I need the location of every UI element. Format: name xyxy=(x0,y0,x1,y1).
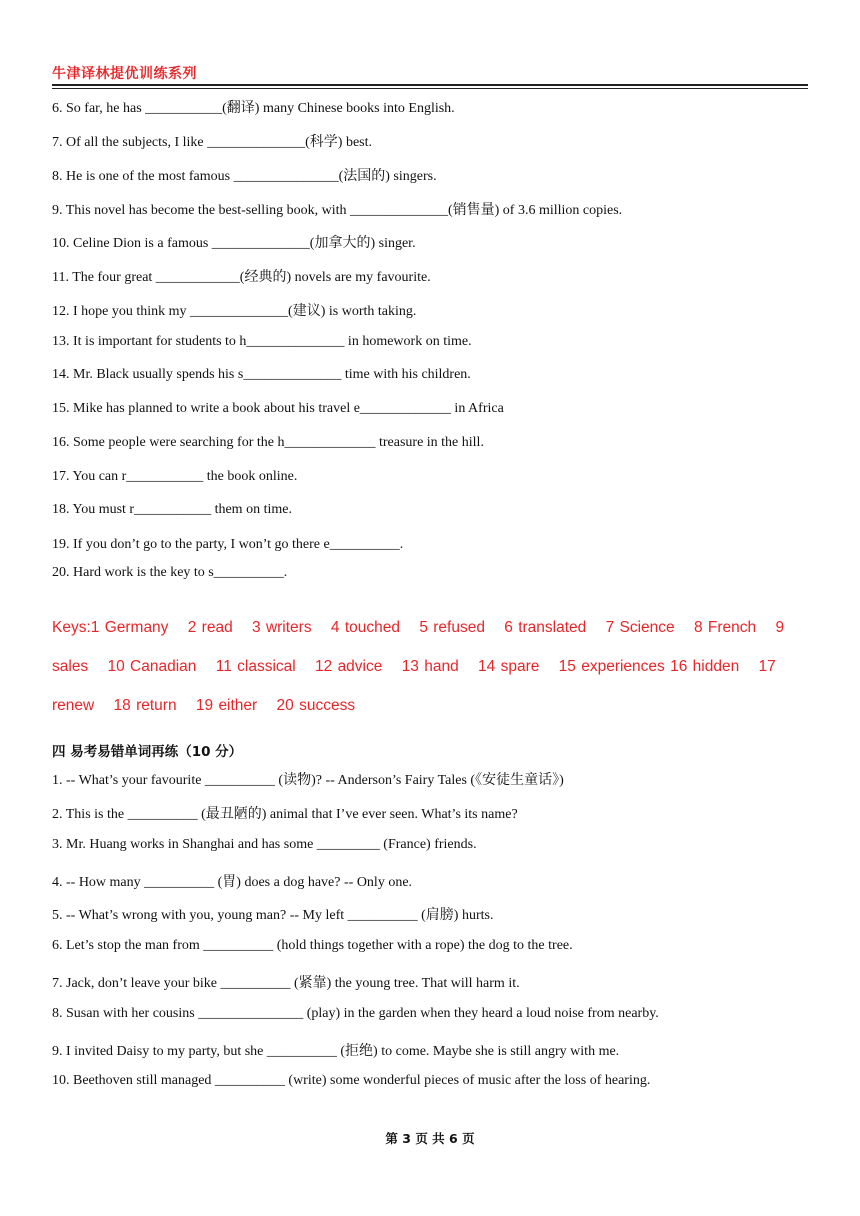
answer-key: 14 spare xyxy=(478,658,540,675)
answer-key: 19 either xyxy=(195,697,258,714)
exercise-item: 13. It is important for students to h______________ in homework on time. xyxy=(52,334,472,349)
exercise-item: 16. Some people were searching for the h_____________ treasure in the hill. xyxy=(52,435,484,450)
exercise-item: 9. I invited Daisy to my party, but she __________ (拒绝) to come. Maybe she is still angry with me. xyxy=(52,1044,620,1059)
exercise-item: 6. So far, he has ___________(翻译) many Chinese books into English. xyxy=(52,101,455,116)
section-heading: 四 易考易错单词再练（10 分） xyxy=(52,744,243,760)
answer-key: 15 experiences 16 hidden xyxy=(558,658,740,675)
exercise-item: 10. Celine Dion is a famous ______________(加拿大的) singer. xyxy=(52,236,416,251)
answer-key: 7 Science xyxy=(605,619,675,636)
series-title: 牛津译林提优训练系列 xyxy=(52,66,197,82)
answer-key: 11 classical xyxy=(215,658,296,675)
answer-key: 5 refused xyxy=(419,619,485,636)
exercise-item: 9. This novel has become the best-selling book, with ______________(销售量) of 3.6 million copies. xyxy=(52,203,623,218)
header-rule-thick xyxy=(52,84,808,86)
exercise-item: 10. Beethoven still managed __________ (write) some wonderful pieces of music after the loss of hearing. xyxy=(52,1073,651,1088)
answer-key: Keys:1 Germany xyxy=(52,619,169,636)
exercise-item: 6. Let’s stop the man from __________ (hold things together with a rope) the dog to the tree. xyxy=(52,938,573,953)
answer-key: 20 success xyxy=(276,697,356,714)
answer-key: 18 return xyxy=(113,697,177,714)
header-rule-thin xyxy=(52,88,808,89)
exercise-item: 12. I hope you think my ______________(建议) is worth taking. xyxy=(52,304,417,319)
answer-key: 6 translated xyxy=(504,619,587,636)
exercise-item: 7. Jack, don’t leave your bike __________ (紧靠) the young tree. That will harm it. xyxy=(52,976,520,991)
exercise-item: 18. You must r___________ them on time. xyxy=(52,502,292,517)
exercise-item: 7. Of all the subjects, I like ______________(科学) best. xyxy=(52,135,373,150)
exercise-item: 14. Mr. Black usually spends his s______________ time with his children. xyxy=(52,367,471,382)
exercise-item: 1. -- What’s your favourite __________ (读物)? -- Anderson’s Fairy Tales (《安徒生童话》) xyxy=(52,773,564,788)
answer-key: 17 renew xyxy=(52,658,776,714)
answer-key: 13 hand xyxy=(401,658,459,675)
answer-keys xyxy=(52,608,812,725)
answer-key: 3 writers xyxy=(252,619,312,636)
exercise-item: 8. He is one of the most famous _______________(法国的) singers. xyxy=(52,169,437,184)
answer-key: 2 read xyxy=(187,619,233,636)
answer-key: 12 advice xyxy=(315,658,383,675)
answer-key: 4 touched xyxy=(330,619,400,636)
page-number: 第 3 页 共 6 页 xyxy=(385,1131,475,1146)
exercise-item: 17. You can r___________ the book online. xyxy=(52,469,298,484)
exercise-item: 15. Mike has planned to write a book about his travel e_____________ in Africa xyxy=(52,401,504,416)
answer-key: 9 sales xyxy=(52,619,785,675)
exercise-item: 11. The four great ____________(经典的) novels are my favourite. xyxy=(52,270,431,285)
answer-key: 8 French xyxy=(693,619,757,636)
exercise-item: 20. Hard work is the key to s__________. xyxy=(52,565,288,580)
exercise-item: 19. If you don’t go to the party, I won’t go there e__________. xyxy=(52,537,404,552)
exercise-item: 8. Susan with her cousins _______________ (play) in the garden when they heard a loud noise from nearby. xyxy=(52,1006,659,1021)
answer-key: 10 Canadian xyxy=(107,658,197,675)
exercise-item: 4. -- How many __________ (胃) does a dog have? -- Only one. xyxy=(52,875,413,890)
exercise-item: 2. This is the __________ (最丑陋的) animal that I’ve ever seen. What’s its name? xyxy=(52,807,518,822)
exercise-item: 3. Mr. Huang works in Shanghai and has some _________ (France) friends. xyxy=(52,837,477,852)
exercise-item: 5. -- What’s wrong with you, young man? -- My left __________ (肩膀) hurts. xyxy=(52,908,494,923)
